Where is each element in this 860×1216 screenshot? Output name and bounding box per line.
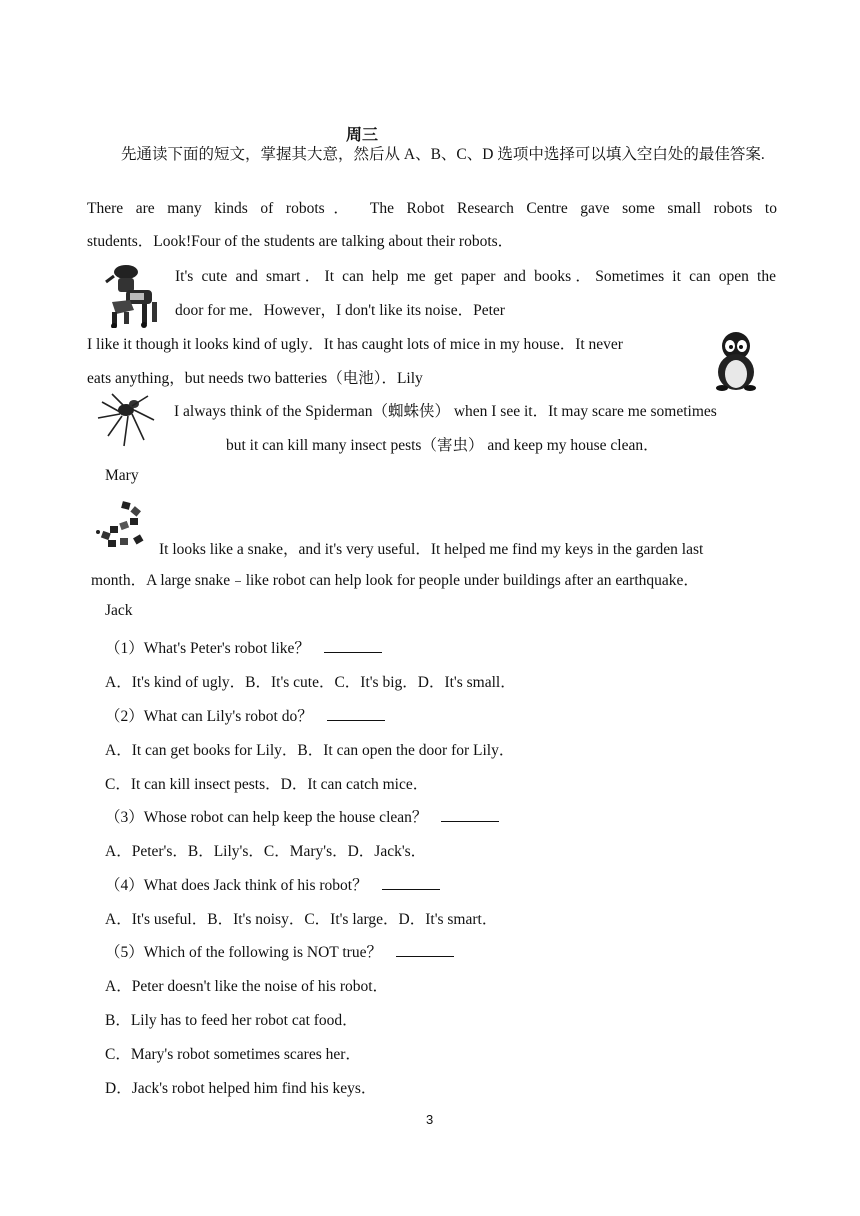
peter-line1: It's cute and smart．It can help me get paper and books．Sometimes it can open the (175, 268, 776, 285)
answer-blank[interactable] (396, 955, 454, 957)
page-number: 3 (426, 1112, 434, 1127)
mary-line2: but it can kill many insect pests（害虫） and keep my house clean． (226, 437, 659, 454)
question-4-options: A．It's useful．B．It's noisy．C．It's large．D．It's smart． (105, 911, 498, 928)
page-title: 周三 (346, 127, 379, 144)
peter-line2: door for me．However，I don't like its noise．Peter (175, 302, 505, 319)
jack-line1: It looks like a snake，and it's very useful．It helped me find my keys in the garden last (159, 541, 704, 558)
question-3-options: A．Peter's．B．Lily's．C．Mary's．D．Jack's． (105, 843, 427, 860)
question-prompt: （2）What can Lily's robot do？ (105, 708, 313, 725)
answer-blank[interactable] (327, 719, 385, 721)
question-5-option-d: D．Jack's robot helped him find his keys． (105, 1080, 377, 1097)
question-2 (105, 704, 385, 726)
instructions: 先通读下面的短文，掌握其大意，然后从 A、B、C、D 选项中选择可以填入空白处的最佳答案. (121, 146, 765, 163)
robot-snake-image (94, 498, 154, 550)
passage-intro-line1: There are many kinds of robots． The Robot Research Centre gave some small robots to (87, 200, 777, 217)
question-2-options-row1: A．It can get books for Lily．B．It can open the door for Lily． (105, 742, 515, 759)
question-prompt: （3）Whose robot can help keep the house clean？ (105, 809, 428, 826)
answer-blank[interactable] (441, 820, 499, 822)
question-2-options-row2: C．It can kill insect pests．D．It can catch mice． (105, 776, 429, 793)
question-1-options: A．It's kind of ugly．B．It's cute．C．It's big．D．It's small． (105, 674, 516, 691)
question-5-option-c: C．Mary's robot sometimes scares her． (105, 1046, 361, 1063)
jack-line2: month．A large snake﹣like robot can help look for people under buildings after an earthquake． (91, 572, 699, 589)
lily-line2: eats anything，but needs two batteries（电池）．Lily (87, 370, 423, 387)
answer-blank[interactable] (382, 888, 440, 890)
question-prompt: （4）What does Jack think of his robot？ (105, 877, 368, 894)
robot-spider-image (94, 390, 158, 450)
robot-penguin-image (712, 330, 760, 392)
jack-name: Jack (105, 602, 133, 619)
question-prompt: （1）What's Peter's robot like？ (105, 640, 310, 657)
lily-line1: I like it though it looks kind of ugly．It has caught lots of mice in my house．It never (87, 336, 623, 353)
question-5-option-a: A．Peter doesn't like the noise of his robot． (105, 978, 389, 995)
question-4 (105, 873, 440, 895)
question-5-option-b: B．Lily has to feed her robot cat food． (105, 1012, 358, 1029)
mary-line1: I always think of the Spiderman（蜘蛛侠） when I see it．It may scare me sometimes (174, 403, 717, 420)
question-1 (105, 636, 382, 658)
robot-dog-image (100, 262, 164, 328)
passage-intro-line2: students．Look!Four of the students are talking about their robots． (87, 233, 514, 250)
question-prompt: （5）Which of the following is NOT true？ (105, 944, 382, 961)
question-5 (105, 940, 454, 962)
question-3 (105, 805, 499, 827)
answer-blank[interactable] (324, 651, 382, 653)
mary-name: Mary (105, 467, 139, 484)
